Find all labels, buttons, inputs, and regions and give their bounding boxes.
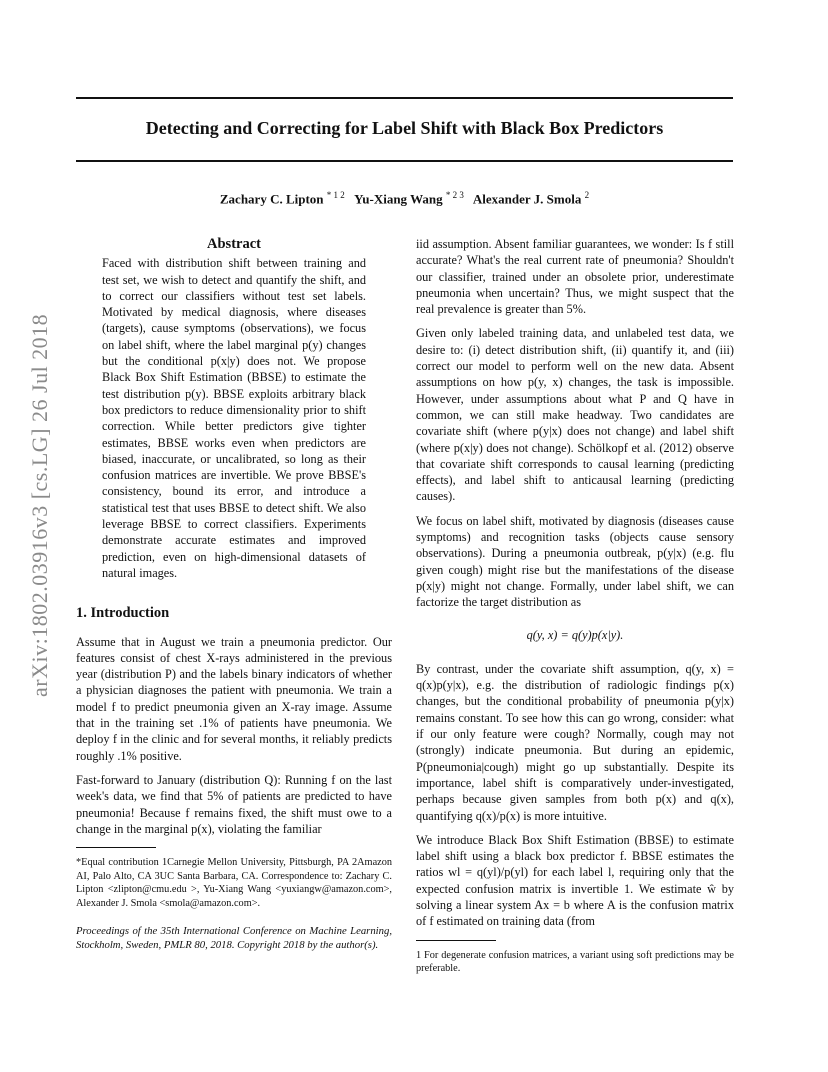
right-paragraph-2: Given only labeled training data, and unlabeled test data, we desire to: (i) detect distribution shift, (ii) quantify it, and (iii) correct our model to perform well on the new data. Absent assumptions on how p(y, x) changes, the task is impossible. However, under assumptions about what P and Q have in common, we can still make headway. Two candidates are covariate shift (where p(y|x) does not change) and label shift (where p(x|y) does not change). Schölkopf et al. (2012) observe that covariate shift corresponds to causal learning (predicting effects), and label shift to anticausal learning (predicting causes).	[416, 326, 734, 504]
equation: q(y, x) = q(y)p(x|y).	[526, 627, 624, 642]
arxiv-stamp: arXiv:1802.03916v3 [cs.LG] 26 Jul 2018	[27, 313, 52, 697]
intro-paragraph-2: Fast-forward to January (distribution Q): Running f on the last week's data, we find that 5% of patients are predicted to have pneumonia! Because f remains fixed, the shift must owe to a change in the marginal p(x), violating the familiar	[76, 772, 392, 836]
proceedings-note: Proceedings of the 35th International Conference on Machine Learning, Stockholm, Sweden, PMLR 80, 2018. Copyright 2018 by the author(s).	[76, 925, 392, 952]
section-heading-introduction: 1. Introduction	[76, 605, 170, 622]
right-paragraph-4: By contrast, under the covariate shift assumption, q(y, x) = q(x)p(y|x), e.g. the distribution of radiologic findings p(x) changes, but the conditional probability of pneumonia p(y|x) remains constant. To see how this can go wrong, consider: what if our only feature were cough? Normally, cough may not (strongly) indicate pneumonia. But during an epidemic, P(pneumonia|cough) might go up substantially. Despite its importance, label shift is comparatively under-investigated, perhaps because given samples from both p(x) and q(x), quantifying q(x)/p(x) is more intuitive.	[416, 661, 734, 823]
author-marks: * 1 2	[326, 190, 345, 200]
footnote-rule	[76, 847, 156, 848]
author-name: Zachary C. Lipton	[219, 191, 324, 207]
left-column	[76, 236, 392, 953]
right-column	[416, 236, 734, 976]
bottom-rule	[76, 160, 733, 162]
right-paragraph-3: We focus on label shift, motivated by diagnosis (diseases cause symptoms) and recognition tasks (objects cause sensory observations). During a pneumonia outbreak, p(y|x) (e.g. flu given cough) might rise but the manifestations of the disease p(x|y) might not change. Formally, under label shift, we can factorize the target distribution as	[416, 513, 734, 610]
abstract-heading: Abstract	[207, 236, 261, 252]
footnote-1: 1 For degenerate confusion matrices, a variant using soft predictions may be preferable.	[416, 949, 734, 975]
author-name: Alexander J. Smola	[472, 191, 582, 207]
abstract-text: Faced with distribution shift between training and test set, we wish to detect and quantify the shift, and to correct our classifiers without test set labels. Motivated by medical diagnosis, where diseases (targets), cause symptoms (observations), we focus on label shift, where the label marginal p(y) changes but the conditional p(x|y) does not. We propose Black Box Shift Estimation (BBSE) to estimate the test distribution p(y). BBSE exploits arbitrary black box predictors to reduce dimensionality prior to shift correction. While better predictors give tighter estimates, BBSE works even when predictors are biased, inaccurate, or uncalibrated, so long as their confusion matrices are invertible. We prove BBSE's consistency, bound its error, and introduce a statistical test that uses BBSE to detect shift. We also leverage BBSE to correct classifiers. Experiments demonstrate accurate estimates and improved prediction, even on high-dimensional datasets of natural images.	[102, 256, 366, 580]
intro-paragraph-1: Assume that in August we train a pneumonia predictor. Our features consist of chest X-rays administered in the previous year (distribution P) and the labels binary indicators of whether a physician diagnoses the patient with pneumonia. We train a model f to predict pneumonia given an X-ray image. Assume that in the training set .1% of patients have pneumonia. We deploy f in the clinic and for several months, it reliably predicts roughly .1% positive.	[76, 634, 392, 763]
author-name: Yu-Xiang Wang	[354, 191, 443, 207]
paper-title: Detecting and Correcting for Label Shift with Black Box Predictors	[145, 118, 664, 138]
right-paragraph-5: We introduce Black Box Shift Estimation (BBSE) to estimate label shift using a black box predictor f. BBSE estimates the ratios wl = q(yl)/p(yl) for each label l, requiring only that the expected confusion matrix is invertible 1. We estimate ŵ by solving a linear system Ax = b where A is the confusion matrix of f estimated on training data (from	[416, 832, 734, 929]
footnote-rule	[416, 940, 496, 941]
right-paragraph-1: iid assumption. Absent familiar guarantees, we wonder: Is f still accurate? What's the real current rate of pneumonia? Shouldn't our classifier, trained under an obsolete prior, underestimate pneumonia when uncertain? Thus, we might suspect that the real prevalence is greater than 5%.	[416, 237, 734, 317]
author-marks: * 2 3	[445, 190, 464, 200]
affiliations-footnote: *Equal contribution 1Carnegie Mellon University, Pittsburgh, PA 2Amazon AI, Palo Alto, CA 3UC Santa Barbara, CA. Correspondence to: Zachary C. Lipton <zlipton@cmu.edu >, Yu-Xiang Wang <yuxiangw@amazon.com>, Alexander J. Smola <smola@amazon.com>.	[76, 857, 392, 909]
top-rule	[76, 97, 733, 99]
author-list	[76, 190, 733, 207]
author-marks: 2	[584, 190, 590, 200]
